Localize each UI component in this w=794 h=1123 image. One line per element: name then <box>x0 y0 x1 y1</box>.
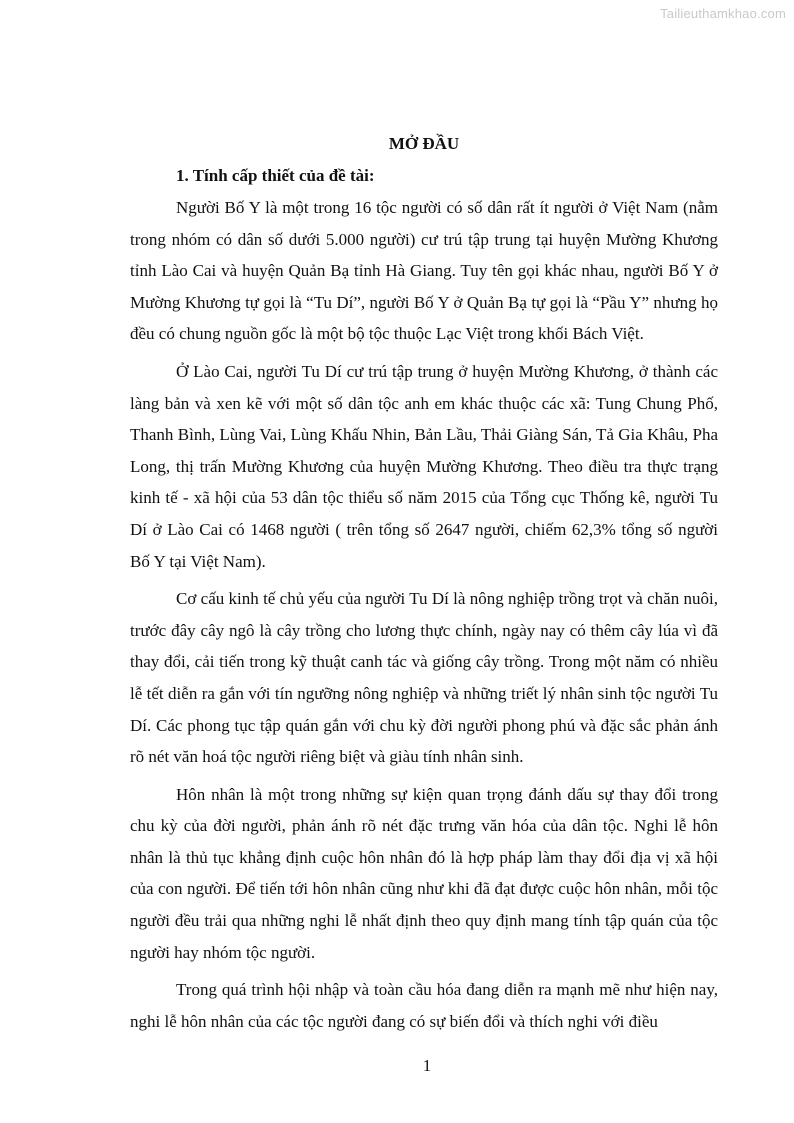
watermark-text: Tailieuthamkhao.com <box>660 6 786 21</box>
paragraph-1: Người Bố Y là một trong 16 tộc người có số dân rất ít người ở Việt Nam (nằm trong nhóm có dân số dưới 5.000 người) cư trú tập trung tại huyện Mường Khương tỉnh Lào Cai và huyện Quản Bạ tỉnh Hà Giang. Tuy tên gọi khác nhau, người Bố Y ở Mường Khương tự gọi là “Tu Dí”, người Bố Y ở Quản Bạ tự gọi là “Pầu Y” nhưng họ đều có chung nguồn gốc là một bộ tộc thuộc Lạc Việt trong khối Bách Việt. <box>130 198 718 344</box>
document-title: MỞ ĐẦU <box>388 134 460 153</box>
paragraph-3: Cơ cấu kinh tế chủ yếu của người Tu Dí là nông nghiệp trồng trọt và chăn nuôi, trước đây cây ngô là cây trồng cho lương thực chính, ngày nay có thêm cây lúa vì đã thay đổi, cải tiến trong kỹ thuật canh tác và giống cây trồng. Trong một năm có nhiều lễ tết diễn ra gắn với tín ngưỡng nông nghiệp và những triết lý nhân sinh tộc người Tu Dí. Các phong tục tập quán gắn với chu kỳ đời người phong phú và đặc sắc phản ánh rõ nét văn hoá tộc người riêng biệt và giàu tính nhân sinh. <box>130 589 718 767</box>
page-number: 1 <box>422 1056 432 1075</box>
paragraph-4: Hôn nhân là một trong những sự kiện quan trọng đánh dấu sự thay đổi trong chu kỳ của đời người, phản ánh rõ nét đặc trưng văn hóa của dân tộc. Nghi lễ hôn nhân là thủ tục khẳng định cuộc hôn nhân đó là hợp pháp làm thay đổi địa vị xã hội của con người. Để tiến tới hôn nhân cũng như khi đã đạt được cuộc hôn nhân, mỗi tộc người đều trải qua những nghi lễ nhất định theo quy định mang tính tập quán của tộc người hay nhóm tộc người. <box>130 784 718 962</box>
paragraph-5: Trong quá trình hội nhập và toàn cầu hóa đang diễn ra mạnh mẽ như hiện nay, nghi lễ hôn nhân của các tộc người đang có sự biến đổi và thích nghi với điều <box>130 980 718 1031</box>
paragraph-2: Ở Lào Cai, người Tu Dí cư trú tập trung ở huyện Mường Khương, ở thành các làng bản và xen kẽ với một số dân tộc anh em khác thuộc các xã: Tung Chung Phố, Thanh Bình, Lùng Vai, Lùng Khấu Nhin, Bản Lầu, Thải Giàng Sán, Tả Gia Khâu, Pha Long, thị trấn Mường Khương của huyện Mường Khương. Theo điều tra thực trạng kinh tế - xã hội của 53 dân tộc thiểu số năm 2015 của Tổng cục Thống kê, người Tu Dí ở Lào Cai có 1468 người ( trên tổng số 2647 người, chiếm 62,3% tổng số người Bố Y tại Việt Nam). <box>130 361 718 571</box>
section-heading: 1. Tính cấp thiết của đề tài: <box>176 166 375 185</box>
document-page <box>130 128 718 1043</box>
